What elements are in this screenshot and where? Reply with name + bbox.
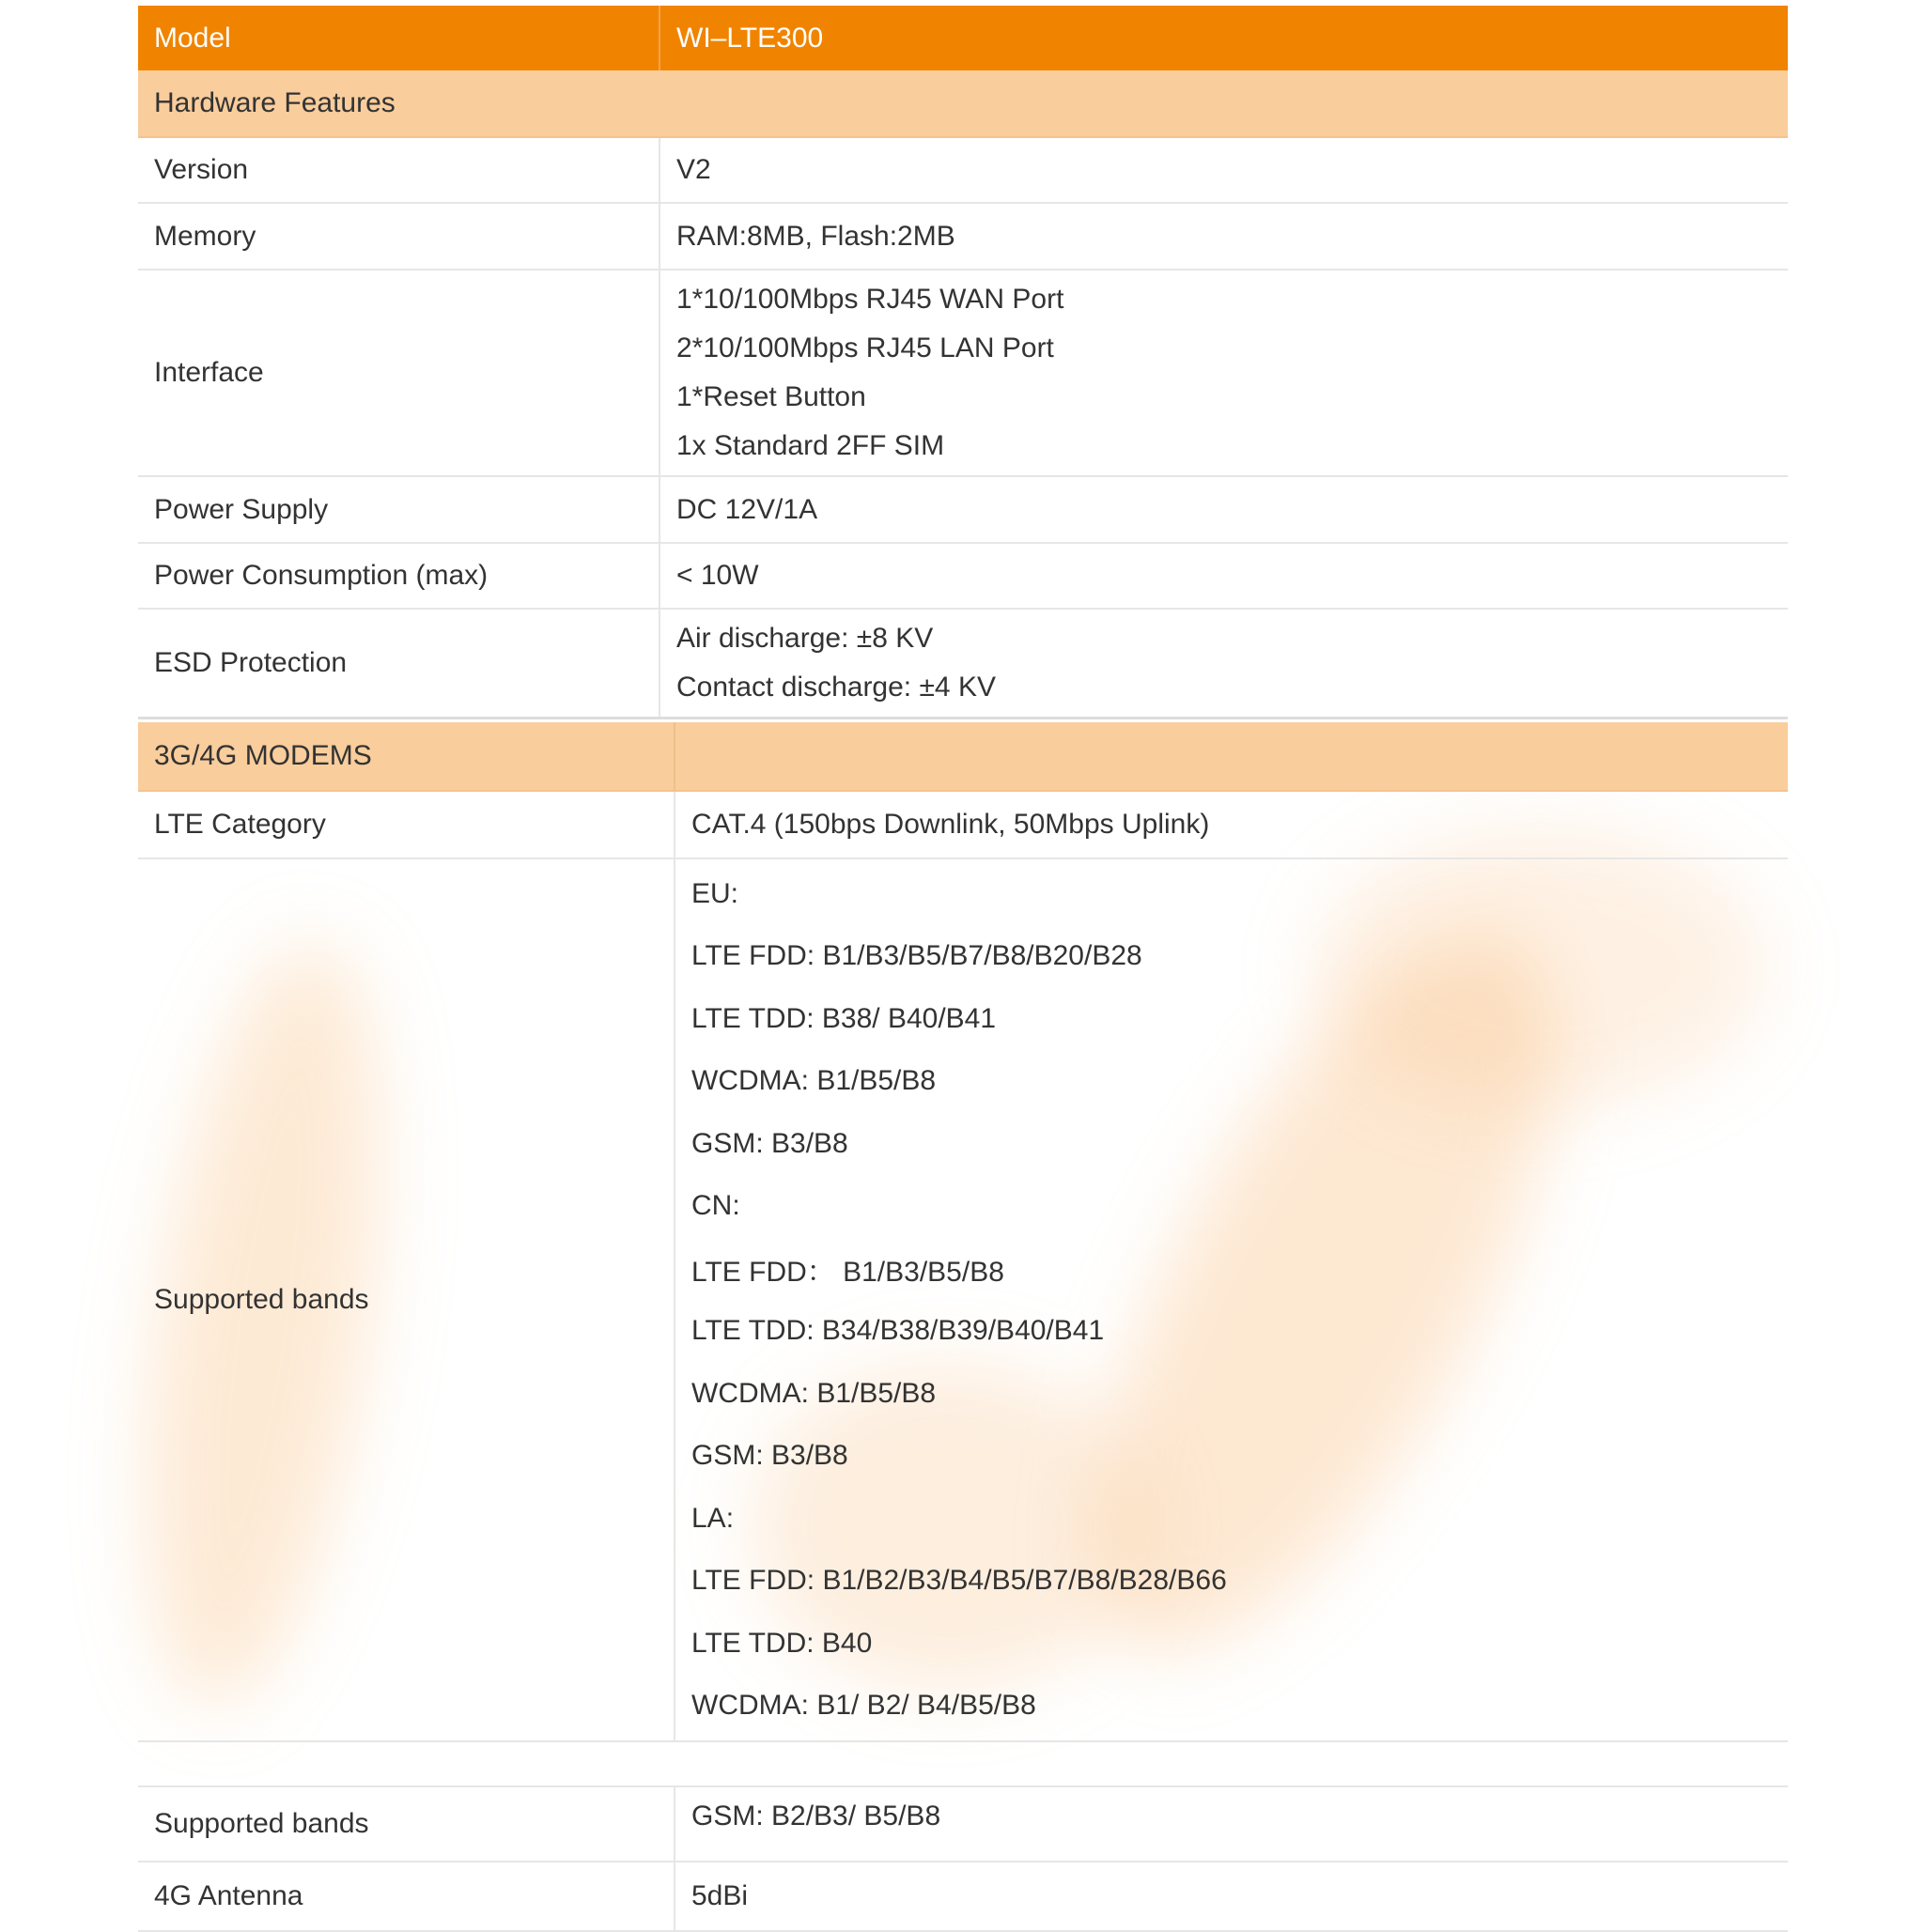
band-line: LTE TDD: B40	[691, 1627, 873, 1659]
row-label: ESD Protection	[154, 647, 348, 678]
row-label: Interface	[154, 357, 264, 388]
row-label: Power Supply	[154, 493, 329, 525]
row-value: RAM:8MB, Flash:2MB	[659, 204, 1788, 269]
header-model-value: WI–LTE300	[659, 6, 1788, 70]
row-label: Memory	[154, 220, 256, 252]
section-3g-4g-modems	[138, 722, 1788, 792]
row-label: Supported bands	[154, 1808, 369, 1839]
band-line: WCDMA: B1/ B2/ B4/B5/B8	[691, 1690, 1036, 1722]
row-value-line: 2*10/100Mbps RJ45 LAN Port	[676, 332, 1054, 363]
table-row-power-supply	[138, 477, 1788, 544]
row-value-line: Air discharge: ±8 KV	[676, 623, 934, 654]
row-label: Supported bands	[154, 1284, 369, 1315]
header-label: Model	[154, 22, 231, 54]
spec-table	[138, 6, 1788, 1932]
table-row-4g-antenna	[138, 1862, 1788, 1932]
band-line: LTE FDD： B1/B3/B5/B8	[691, 1256, 1004, 1288]
section-spacer	[674, 722, 1788, 790]
row-value-line: 1x Standard 2FF SIM	[676, 430, 945, 461]
table-header-row	[138, 6, 1788, 70]
table-row-version	[138, 138, 1788, 204]
row-value: 5dBi	[674, 1862, 1788, 1930]
row-value-list	[659, 610, 1788, 717]
row-value: DC 12V/1A	[659, 477, 1788, 542]
row-value-line: 1*10/100Mbps RJ45 WAN Port	[676, 284, 1064, 315]
table-row-memory	[138, 204, 1788, 270]
row-value-list	[674, 859, 1788, 1740]
band-line: WCDMA: B1/B5/B8	[691, 1377, 937, 1409]
section-spacer	[659, 70, 1788, 136]
band-line: GSM: B3/B8	[691, 1440, 848, 1472]
band-line: LTE FDD: B1/B3/B5/B7/B8/B20/B28	[691, 940, 1142, 972]
section-title: 3G/4G MODEMS	[154, 740, 372, 771]
band-line: LTE TDD: B38/ B40/B41	[691, 1002, 997, 1034]
section-title: Hardware Features	[154, 87, 396, 118]
row-label: Version	[154, 154, 249, 185]
row-value-line: Contact discharge: ±4 KV	[676, 672, 996, 703]
band-line: WCDMA: B1/B5/B8	[691, 1065, 937, 1097]
table-row-supported-bands	[138, 859, 1788, 1742]
table-row-esd-protection	[138, 610, 1788, 719]
row-value: GSM: B2/B3/ B5/B8	[674, 1787, 1788, 1861]
row-label: 4G Antenna	[154, 1880, 303, 1911]
table-gap	[138, 1742, 1788, 1787]
row-value: V2	[659, 138, 1788, 202]
band-line: LTE FDD: B1/B2/B3/B4/B5/B7/B8/B28/B66	[691, 1565, 1227, 1597]
band-line: CN:	[691, 1190, 740, 1222]
section-hardware-features	[138, 70, 1788, 138]
table-row-lte-category	[138, 792, 1788, 859]
row-value-line: 1*Reset Button	[676, 381, 866, 412]
band-line: EU:	[691, 877, 739, 909]
row-value: CAT.4 (150bps Downlink, 50Mbps Uplink)	[674, 792, 1788, 858]
band-line: GSM: B3/B8	[691, 1127, 848, 1159]
table-row-power-consumption	[138, 544, 1788, 610]
table-row-interface	[138, 270, 1788, 477]
table-row-supported-bands-2	[138, 1787, 1788, 1862]
row-value-list	[659, 270, 1788, 475]
row-value: < 10W	[659, 544, 1788, 608]
band-line: LTE TDD: B34/B38/B39/B40/B41	[691, 1315, 1105, 1347]
band-line: LA:	[691, 1502, 735, 1534]
row-label: Power Consumption (max)	[154, 560, 489, 591]
row-label: LTE Category	[154, 809, 326, 840]
